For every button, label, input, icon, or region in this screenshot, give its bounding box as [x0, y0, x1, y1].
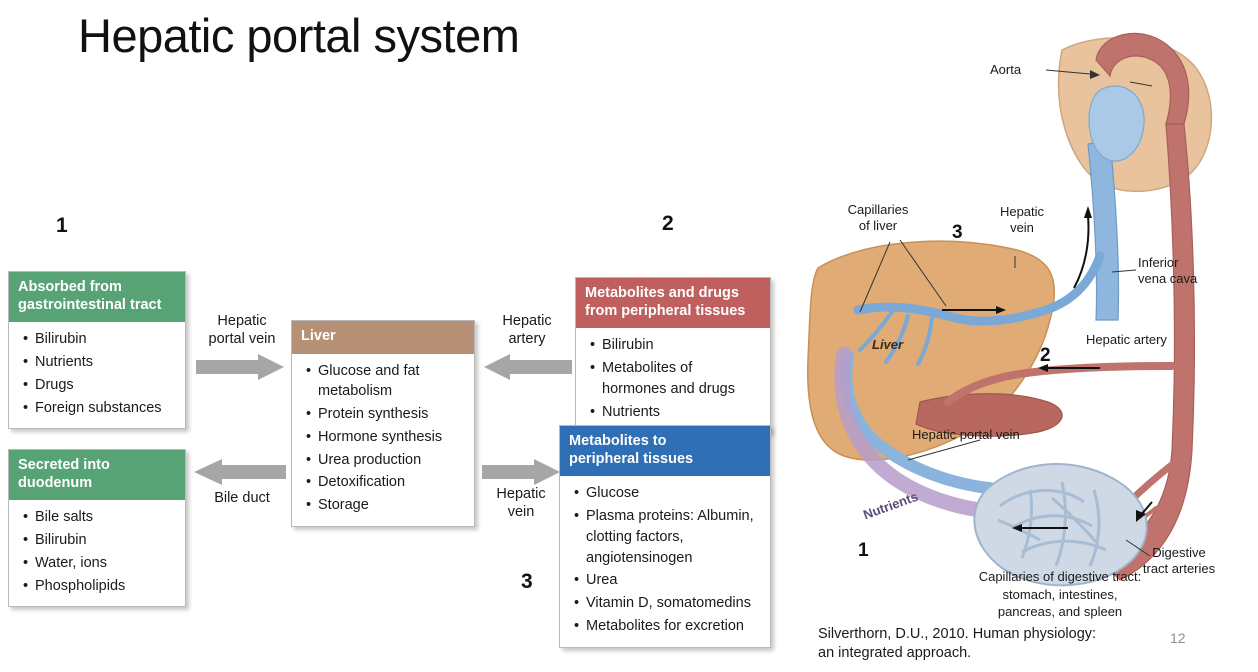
arrow-hepatic-artery — [482, 352, 572, 382]
box-metabolites-from-header-line1: Metabolites and drugs — [585, 285, 739, 301]
anat-step-number-3: 3 — [952, 222, 963, 243]
list-item: • Nutrients — [35, 352, 175, 373]
box-secreted-header-line2: duodenum — [18, 474, 93, 491]
list-item: • Vitamin D, somatomedins — [586, 593, 760, 614]
list-item: • Metabolites of hormones and drugs — [602, 358, 760, 399]
box-metabolites-to-peripheral-tissues — [559, 425, 771, 648]
arrow-hepatic-vein — [482, 457, 562, 487]
label-hepatic-vein-line2: vein — [507, 504, 535, 521]
anat-label-hepatic-vein — [986, 204, 1058, 236]
anat-step-number-2: 2 — [1040, 345, 1051, 366]
box-absorbed-header — [9, 272, 185, 322]
anat-label-aorta: Aorta — [990, 62, 1022, 77]
label-hepatic-portal-vein-line2: portal vein — [208, 331, 276, 348]
list-item: • Foreign substances — [35, 398, 175, 419]
list-item: • Hormone synthesis — [318, 427, 464, 448]
list-item: • Water, ions — [35, 553, 175, 574]
list-item: • Phospholipids — [35, 576, 175, 597]
page-number: 12 — [1170, 630, 1186, 646]
box-absorbed-from-gi-tract — [8, 271, 186, 429]
label-hepatic-portal-vein-line1: Hepatic — [217, 313, 267, 329]
box-metabolites-from-header — [576, 278, 770, 328]
heart-chamber — [1089, 86, 1144, 161]
anat-label-hepatic-portal-vein: Hepatic portal vein — [912, 427, 1020, 442]
box-absorbed-header-line1: Absorbed from — [18, 279, 122, 295]
flow-step-number-3: 3 — [521, 570, 533, 593]
box-absorbed-body — [9, 322, 185, 428]
anat-label-liver: Liver — [872, 337, 904, 352]
box-metabolites-from-body — [576, 328, 770, 432]
list-item: • Plasma proteins: Albumin, clotting factors, angiotensinogen — [586, 506, 760, 568]
anat-label-hepatic-vein-line2: vein — [1010, 219, 1034, 235]
flow-arrow-head — [1084, 206, 1092, 218]
label-hepatic-vein — [480, 485, 562, 521]
citation-line1: Silverthorn, D.U., 2010. Human physiology: — [818, 626, 1097, 642]
list-item: • Storage — [318, 495, 464, 516]
anat-label-inferior-vena-cava-line2: vena cava — [1138, 270, 1198, 286]
flow-step-number-2: 2 — [662, 212, 674, 235]
label-bile-duct: Bile duct — [214, 490, 270, 506]
list-item: • Protein synthesis — [318, 404, 464, 425]
citation — [818, 625, 1096, 663]
anat-label-digestive-tract-arteries-line1: Digestive — [1152, 545, 1206, 560]
label-hepatic-artery — [482, 312, 572, 348]
anatomical-illustration — [800, 20, 1258, 620]
arrow-bile-duct — [192, 457, 286, 487]
anat-label-capillaries-of-liver — [830, 202, 926, 234]
anatomy-svg — [800, 20, 1258, 620]
list-item: • Metabolites for excretion — [586, 616, 760, 637]
citation-line2: an integrated approach. — [818, 645, 972, 662]
anat-caption-line1: Capillaries of digestive tract: — [978, 569, 1142, 584]
label-hepatic-artery-line2: artery — [508, 331, 546, 348]
label-hepatic-portal-vein — [196, 312, 288, 348]
anat-caption-capillaries-digestive-tract — [920, 568, 1200, 621]
list-item: • Urea production — [318, 450, 464, 471]
box-secreted-body — [9, 500, 185, 606]
box-metabolites-to-header — [560, 426, 770, 476]
anat-caption-line3: pancreas, and spleen — [997, 604, 1123, 620]
page-title: Hepatic portal system — [78, 9, 520, 62]
list-item: • Bilirubin — [35, 530, 175, 551]
box-secreted-header-line1: Secreted into — [18, 457, 110, 473]
flow-step-number-1: 1 — [56, 214, 68, 237]
list-item: • Glucose — [586, 483, 760, 504]
list-item: • Bilirubin — [602, 335, 760, 356]
anat-label-capillaries-of-liver-line2: of liver — [858, 217, 898, 233]
anat-caption-line2: stomach, intestines, — [1002, 586, 1118, 602]
box-secreted-into-duodenum — [8, 449, 186, 607]
list-item: • Urea — [586, 570, 760, 591]
box-metabolites-from-peripheral-tissues — [575, 277, 771, 433]
anat-label-capillaries-of-liver-line1: Capillaries — [847, 202, 909, 217]
anat-label-nutrients: Nutrients — [861, 488, 920, 523]
anat-label-inferior-vena-cava — [1138, 255, 1197, 287]
list-item: • Glucose and fat metabolism — [318, 361, 464, 402]
box-absorbed-header-line2: gastrointestinal tract — [18, 296, 162, 313]
list-item: • Drugs — [35, 375, 175, 396]
box-liver — [291, 320, 475, 527]
box-metabolites-to-body — [560, 476, 770, 646]
anat-label-inferior-vena-cava-line1: Inferior — [1138, 255, 1179, 270]
list-item: • Detoxification — [318, 472, 464, 493]
arrow-hepatic-portal-vein — [196, 352, 286, 382]
box-secreted-header — [9, 450, 185, 500]
label-hepatic-vein-line1: Hepatic — [496, 486, 546, 502]
box-metabolites-to-header-line2: peripheral tissues — [569, 450, 694, 467]
list-item: • Bilirubin — [35, 329, 175, 350]
list-item: • Nutrients — [602, 402, 760, 423]
list-item: • Bile salts — [35, 507, 175, 528]
label-hepatic-artery-line1: Hepatic — [502, 313, 552, 329]
box-liver-body — [292, 354, 474, 526]
box-metabolites-to-header-line1: Metabolites to — [569, 433, 667, 449]
anat-label-digestive-tract-arteries-line2: tract arteries — [1142, 560, 1216, 576]
anat-label-hepatic-vein-line1: Hepatic — [999, 204, 1045, 219]
box-metabolites-from-header-line2: from peripheral tissues — [585, 302, 746, 319]
anat-label-hepatic-artery: Hepatic artery — [1086, 332, 1167, 347]
box-liver-header: Liver — [292, 321, 474, 354]
anat-step-number-1: 1 — [858, 540, 869, 561]
